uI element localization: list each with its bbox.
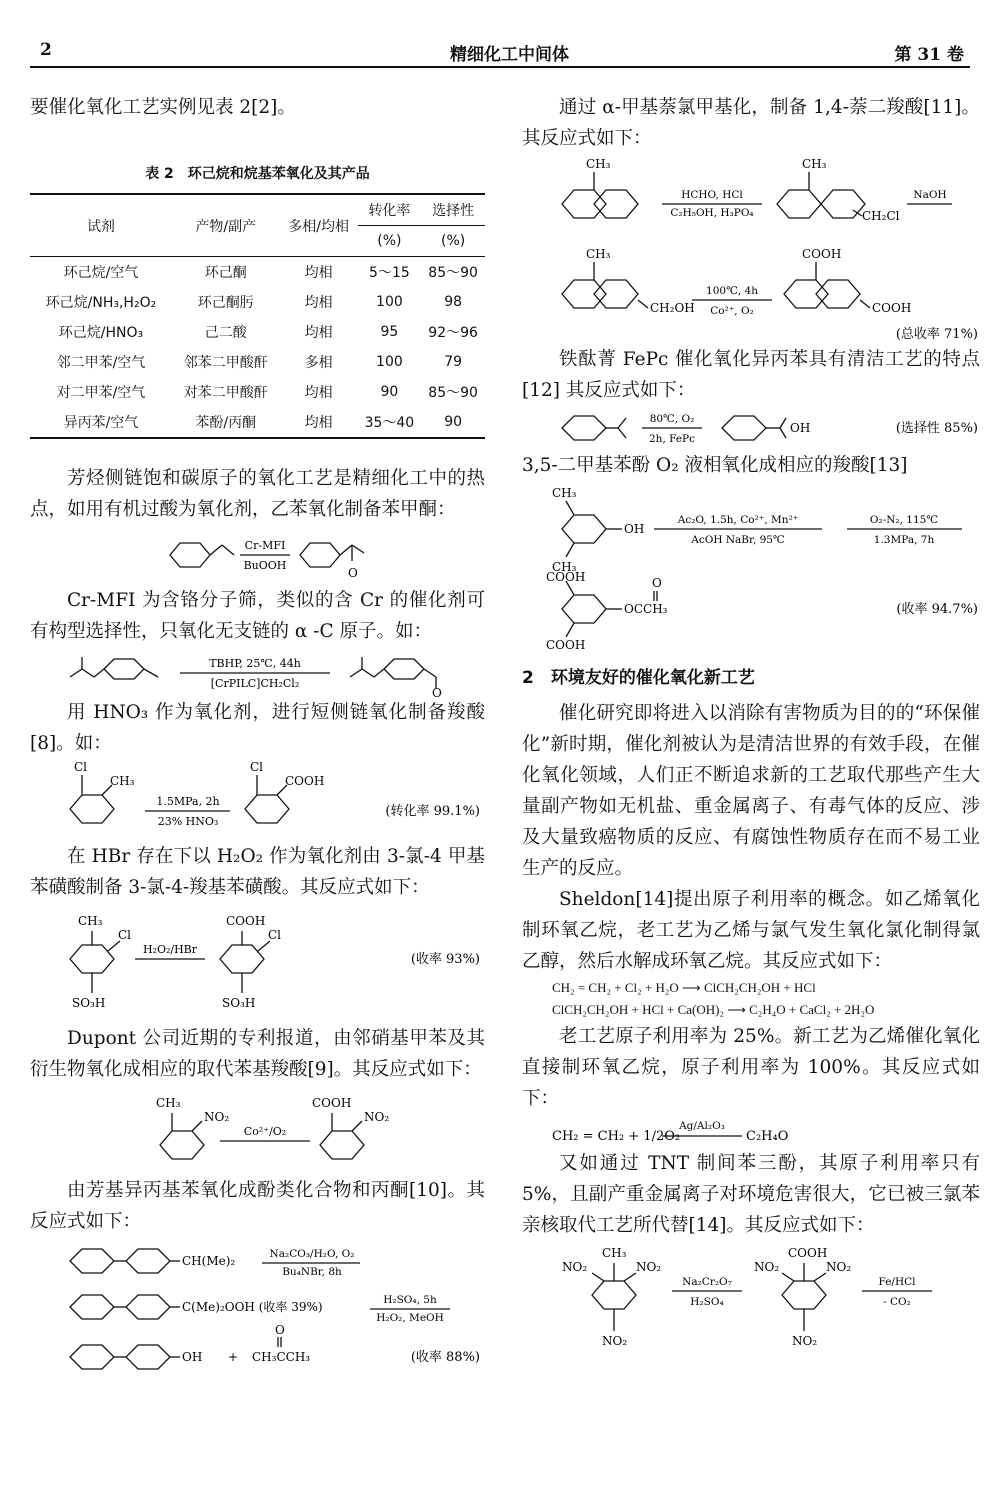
group-label: CH₃CCH₃: [252, 1350, 311, 1364]
atom-label: Cl: [268, 928, 282, 942]
atom-label: Cl: [74, 760, 88, 774]
paragraph: 由芳基异丙基苯氧化成酚类化合物和丙酮[10]。其反应式如下：: [30, 1180, 485, 1232]
reagent-top: 100℃, 4h: [706, 285, 758, 297]
paragraph: 催化研究即将进入以消除有害物质为目的的“环保催化”新时期，催化剂被认为是清洁世界的有效手段，在催化氧化领域，人们正不断追求新的工艺取代那些产生大量副产物如无机盐、重金属离子、有毒气体的反应、涉及大量致癌物质的反应、有腐蚀性物质存在而不易工业生产的反应。: [522, 703, 980, 879]
yield-note: (收率 94.7%): [896, 602, 978, 617]
table-cell: 均相: [304, 415, 333, 431]
table-header: 产物/副产: [195, 218, 257, 235]
table-row: [30, 257, 485, 288]
atom-label: COOH: [226, 914, 266, 928]
atom-label: Cl: [250, 760, 264, 774]
table-cell: 均相: [304, 325, 333, 341]
table-cell: 邻二甲苯/空气: [56, 355, 146, 371]
plus-sign: +: [228, 1350, 239, 1364]
atom-label: SO₃H: [222, 996, 256, 1010]
table-cell: 95: [380, 324, 399, 340]
table-cell: 85～90: [428, 385, 478, 401]
table-row: [30, 377, 485, 407]
yield-note: (总收率 71%): [895, 327, 978, 342]
table-cell: 均相: [304, 385, 333, 401]
reaction-scheme-5: [30, 1085, 485, 1175]
reagent-bottom: H₂O₂, MeOH: [376, 1312, 444, 1324]
atom-label: NO₂: [826, 1260, 852, 1274]
reagent-bottom: [CrPILC]CH₂Cl₂: [210, 677, 300, 690]
journal-title: 精细化工中间体: [450, 45, 569, 65]
table-cell: 己二酸: [204, 325, 247, 341]
paragraph: Cr-MFI 为含铬分子筛，类似的含 Cr 的催化剂可有构型选择性，只氧化无支链的 α -C 原子。如：: [30, 590, 485, 642]
paragraph: Dupont 公司近期的专利报道，由邻硝基甲苯及其衍生物氧化成相应的取代苯基羧酸[9]。其反应式如下：: [30, 1028, 485, 1080]
atom-label: CH₃: [586, 157, 611, 171]
atom-label: NO₂: [792, 1334, 818, 1348]
atom-label: Cl: [118, 928, 132, 942]
group-label: COOH: [788, 1246, 828, 1260]
reagent-bottom: Co²⁺, O₂: [710, 305, 754, 317]
atom-label: CH₃: [802, 157, 827, 171]
data-table: [30, 193, 485, 439]
group-label: COOH: [546, 570, 586, 584]
paragraph: Sheldon[14]提出原子利用率的概念。如乙烯氧化制环氧乙烷，老工艺为乙烯与氯气发生氧化氯化制得氯乙醇，然后水解成环氧乙烷。其反应式如下：: [522, 889, 980, 972]
paragraph: 在 HBr 存在下以 H₂O₂ 作为氧化剂由 3-氯-4 甲基苯磺酸制备 3-氯-4-羧基苯磺酸。其反应式如下：: [30, 846, 485, 898]
table-cell: 多相: [304, 355, 333, 371]
atom-label: OH: [790, 421, 811, 435]
reagent-top: TBHP, 25℃, 44h: [209, 657, 301, 670]
reagent-top: 1.5MPa, 2h: [156, 795, 220, 808]
reagent-top: Na₂CO₃/H₂O, O₂: [269, 1248, 355, 1260]
group-label: COOH: [802, 247, 842, 261]
table-row: [30, 287, 485, 317]
table-cell: 79: [444, 354, 463, 370]
group-label: COOH: [546, 638, 586, 651]
yield-note: (转化率 99.1%): [385, 804, 480, 819]
atom-label: O: [348, 566, 358, 580]
reagent-label: Co²⁺/O₂: [243, 1125, 287, 1138]
equation-left: CH₂ = CH₂ + 1/2O₂: [552, 1129, 681, 1144]
reagent-bottom: C₂H₅OH, H₃PO₄: [670, 207, 754, 219]
atom-label: NO₂: [204, 1110, 230, 1124]
reaction-scheme-tnt: [522, 1241, 980, 1371]
table-cell: 均相: [304, 295, 333, 311]
atom-label: COOH: [285, 774, 325, 788]
reagent-bottom: Bu₄NBr, 8h: [282, 1266, 342, 1278]
atom-label: SO₃H: [72, 996, 106, 1010]
table-cell: 92～96: [428, 325, 478, 341]
atom-label: CH₃: [156, 1096, 181, 1110]
reaction-scheme-4: [30, 903, 485, 1023]
paragraph: 用 HNO₃ 作为氧化剂，进行短侧链氧化制备羧酸[8]。如：: [30, 702, 485, 754]
paragraph: 又如通过 TNT 制间苯三酚，其原子利用率只有 5%，且副产重金属离子对环境危害很大，它已被三氯苯亲核取代工艺所代替[14]。其反应式如下：: [522, 1153, 980, 1236]
table-cell: 对二甲苯/空气: [56, 385, 146, 401]
table-cell: 苯酚/丙酮: [195, 415, 257, 431]
reagent-top: O₂-N₂, 115℃: [869, 514, 939, 526]
page-header: [30, 38, 970, 68]
reagent-top: 80℃, O₂: [649, 413, 695, 425]
table-body: [30, 257, 485, 439]
yield-note: (选择性 85%): [895, 421, 978, 436]
group-label: C(Me)₂OOH (收率 39%): [182, 1300, 323, 1314]
reagent-bottom: - CO₂: [883, 1296, 911, 1308]
reagent-label: NaOH: [913, 189, 947, 201]
paragraph: 芳烃侧链饱和碳原子的氧化工艺是精细化工中的热点，如用有机过酸为氧化剂，乙苯氧化制备苯甲酮：: [30, 468, 485, 520]
atom-label: CH₃: [586, 247, 611, 261]
table-header: 多相/均相: [288, 218, 349, 235]
reagent-bottom: AcOH NaBr, 95℃: [691, 534, 785, 546]
table-row: [30, 317, 485, 347]
yield-note: (收率 93%): [410, 952, 480, 967]
atom-label: NO₂: [636, 1260, 662, 1274]
reagent-bottom: 1.3MPa, 7h: [873, 534, 935, 546]
paragraph: 老工艺原子利用率为 25%。新工艺为乙烯催化氧化直接制环氧乙烷，原子利用率为 100%。其反应式如下：: [522, 1026, 980, 1109]
reagent-bottom: H₂SO₄: [690, 1296, 724, 1308]
reagent-bottom: BuOOH: [243, 559, 287, 572]
table-cell: 环己烷/HNO₃: [58, 325, 144, 341]
group-label: COOH: [872, 301, 912, 315]
reaction-scheme-naphthalene: [522, 154, 980, 344]
table-cell: 环己烷/NH₃,H₂O₂: [45, 295, 157, 311]
atom-label: COOH: [312, 1096, 352, 1110]
table-cell: 环己烷/空气: [63, 265, 139, 281]
equation: ClCH₂CH₂OH + HCl + Ca(OH)₂ ⟶ C₂H₄O + CaCl₂ + 2H₂O: [552, 1002, 875, 1017]
table-cell: 对苯二甲酸酐: [183, 385, 268, 401]
atom-label: NO₂: [562, 1260, 588, 1274]
table-cell: 35～40: [364, 415, 415, 431]
reagent-top: Ac₂O, 1.5h, Co²⁺, Mn²⁺: [677, 514, 799, 526]
reaction-scheme-dimethylphenol: [522, 481, 980, 651]
paragraph: 通过 α-甲基萘氯甲基化，制备 1,4-萘二羧酸[11]。其反应式如下：: [522, 97, 980, 149]
right-column: [522, 80, 980, 1371]
equation-new-process: [522, 1114, 980, 1148]
atom-label: O: [275, 1323, 285, 1337]
atom-label: CH₃: [552, 486, 577, 500]
reagent-top: Fe/HCl: [878, 1276, 916, 1288]
table-cell: 100: [376, 294, 403, 310]
table-unit: (%): [441, 233, 466, 249]
table-cell: 100: [376, 354, 403, 370]
reagent-label: H₂O₂/HBr: [142, 943, 198, 956]
table-cell: 环己酮: [204, 265, 247, 281]
yield-note: (收率 88%): [410, 1350, 480, 1365]
reaction-scheme-fepc: [522, 406, 980, 450]
table-cell: 85～90: [428, 265, 478, 281]
atom-label: NO₂: [602, 1334, 628, 1348]
page-number: 2: [40, 40, 52, 60]
reagent-bottom: 23% HNO₃: [157, 815, 219, 828]
table-cell: 邻苯二甲酸酐: [183, 355, 268, 371]
table-cell: 90: [444, 414, 463, 430]
reagent-top: HCHO, HCl: [681, 189, 743, 201]
table-row: [30, 407, 485, 438]
table-cell: 90: [380, 384, 399, 400]
volume-label: 第 31 卷: [894, 45, 964, 65]
group-label: CH(Me)₂: [182, 1254, 236, 1268]
group-label: OCCH₃: [624, 602, 668, 616]
table-cell: 98: [444, 294, 463, 310]
table-header: 选择性: [421, 194, 485, 226]
table-cell: 异丙苯/空气: [63, 415, 139, 431]
reaction-scheme-1: [30, 525, 485, 585]
catalyst-label: Ag/Al₂O₃: [679, 1120, 725, 1132]
atom-label: O: [432, 686, 442, 697]
reaction-scheme-6: [30, 1237, 485, 1387]
equation: CH₂ = CH₂ + Cl₂ + H₂O ⟶ ClCH₂CH₂OH + HCl: [552, 980, 816, 995]
reagent-bottom: 2h, FePc: [649, 433, 695, 445]
reaction-scheme-3: [30, 759, 485, 841]
reagent-top: Cr-MFI: [244, 539, 286, 552]
table-intro: 要催化氧化工艺实例见表 2[2]。: [30, 97, 296, 118]
reaction-scheme-2: [30, 647, 485, 697]
section-heading: 2 环境友好的催化氧化新工艺: [522, 668, 755, 688]
group-label: OH: [182, 1350, 203, 1364]
atom-label: O: [652, 576, 662, 590]
atom-label: CH₃: [602, 1246, 627, 1260]
reagent-top: H₂SO₄, 5h: [383, 1294, 437, 1306]
table-cell: 均相: [304, 265, 333, 281]
left-column: [30, 80, 485, 1387]
atom-label: NO₂: [754, 1260, 780, 1274]
table-unit: (%): [377, 233, 402, 249]
table-header: 试剂: [86, 218, 115, 235]
atom-label: CH₃: [552, 560, 577, 574]
paragraph: 3,5-二甲基苯酚 O₂ 液相氧化成相应的羧酸[13]: [522, 455, 908, 476]
table-caption: 表 2 环己烷和烷基苯氧化及其产品: [145, 166, 370, 182]
group-label: CH₂Cl: [862, 209, 900, 223]
table-row: [30, 347, 485, 377]
paragraph: 铁酞菁 FePc 催化氧化异丙苯具有清洁工艺的特点[12] 其反应式如下：: [522, 349, 980, 401]
table-header: 转化率: [358, 194, 422, 226]
atom-label: OH: [624, 522, 645, 536]
atom-label: NO₂: [364, 1110, 390, 1124]
table-cell: 5～15: [369, 265, 410, 281]
group-label: CH₂OH: [650, 301, 695, 315]
atom-label: CH₃: [110, 774, 135, 788]
table-cell: 环己酮肟: [197, 295, 254, 311]
equation-right: C₂H₄O: [746, 1129, 789, 1144]
atom-label: CH₃: [78, 914, 103, 928]
reagent-top: Na₂Cr₂O₇: [682, 1276, 732, 1288]
